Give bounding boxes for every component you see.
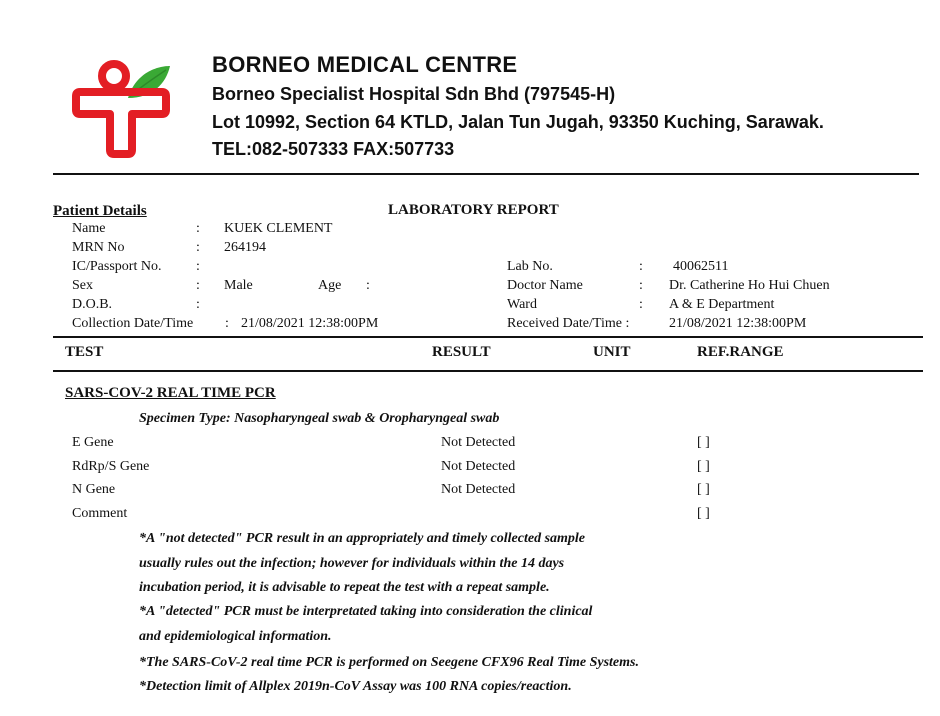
colon: :	[639, 259, 643, 274]
doctor-label: Doctor Name	[507, 278, 583, 293]
sex-value: Male	[224, 278, 253, 293]
column-result: RESULT	[432, 344, 491, 360]
hospital-address: Lot 10992, Section 64 KTLD, Jalan Tun Jugah, 93350 Kuching, Sarawak.	[212, 112, 824, 132]
hospital-name: BORNEO MEDICAL CENTRE	[212, 52, 518, 77]
ward-label: Ward	[507, 297, 537, 312]
comment-line: *A "detected" PCR must be interpretated taking into consideration the clinical	[139, 604, 593, 619]
colon: :	[196, 278, 200, 293]
report-title: LABORATORY REPORT	[388, 202, 559, 218]
comment-line: and epidemiological information.	[139, 629, 332, 644]
result-range: [ ]	[697, 506, 710, 521]
colon: :	[196, 297, 200, 312]
hospital-logo-icon	[66, 58, 172, 158]
result-value: Not Detected	[441, 482, 516, 497]
colon: :	[366, 278, 370, 293]
ic-label: IC/Passport No.	[72, 259, 162, 274]
received-value: 21/08/2021 12:38:00PM	[669, 316, 807, 331]
result-test-name: E Gene	[72, 435, 114, 450]
ward-value: A & E Department	[669, 297, 775, 312]
column-test: TEST	[65, 344, 104, 360]
doctor-value: Dr. Catherine Ho Hui Chuen	[669, 278, 830, 293]
result-test-name: Comment	[72, 506, 128, 521]
result-test-name: RdRp/S Gene	[72, 459, 150, 474]
collection-label: Collection Date/Time	[72, 316, 194, 331]
mrn-value: 264194	[224, 240, 266, 255]
received-label: Received Date/Time :	[507, 316, 630, 331]
comment-line: *Detection limit of Allplex 2019n-CoV Assay was 100 RNA copies/reaction.	[139, 679, 572, 694]
result-range: [ ]	[697, 435, 710, 450]
colon: :	[196, 221, 200, 236]
company-name: Borneo Specialist Hospital Sdn Bhd (797545-H)	[212, 84, 616, 104]
table-header-bottom-rule	[53, 370, 923, 372]
column-ref-range: REF.RANGE	[697, 344, 784, 360]
colon: :	[639, 297, 643, 312]
colon: :	[196, 259, 200, 274]
hospital-contact: TEL:082-507333 FAX:507733	[212, 139, 455, 159]
comment-line: *The SARS-CoV-2 real time PCR is performed on Seegene CFX96 Real Time Systems.	[139, 655, 639, 670]
result-range: [ ]	[697, 482, 710, 497]
table-header-top-rule	[53, 336, 923, 338]
colon: :	[196, 240, 200, 255]
mrn-label: MRN No	[72, 240, 125, 255]
patient-name-value: KUEK CLEMENT	[224, 221, 333, 236]
section-title: SARS-COV-2 REAL TIME PCR	[65, 385, 276, 401]
result-range: [ ]	[697, 459, 710, 474]
dob-label: D.O.B.	[72, 297, 113, 312]
comment-line: incubation period, it is advisable to repeat the test with a repeat sample.	[139, 580, 550, 595]
age-label: Age	[318, 278, 342, 293]
result-value: Not Detected	[441, 459, 516, 474]
result-value: Not Detected	[441, 435, 516, 450]
comment-line: *A "not detected" PCR result in an appropriately and timely collected sample	[139, 531, 586, 546]
patient-details-heading: Patient Details	[53, 203, 147, 219]
lab-no-label: Lab No.	[507, 259, 553, 274]
collection-value: 21/08/2021 12:38:00PM	[241, 316, 379, 331]
colon: :	[639, 278, 643, 293]
result-test-name: N Gene	[72, 482, 116, 497]
name-label: Name	[72, 221, 106, 236]
specimen-type: Specimen Type: Nasopharyngeal swab & Oropharyngeal swab	[139, 411, 500, 426]
lab-no-value: 40062511	[673, 259, 729, 274]
sex-label: Sex	[72, 278, 93, 293]
comment-line: usually rules out the infection; however for individuals within the 14 days	[139, 556, 565, 571]
colon: :	[225, 316, 229, 331]
column-unit: UNIT	[593, 344, 631, 360]
header-divider	[53, 173, 919, 175]
